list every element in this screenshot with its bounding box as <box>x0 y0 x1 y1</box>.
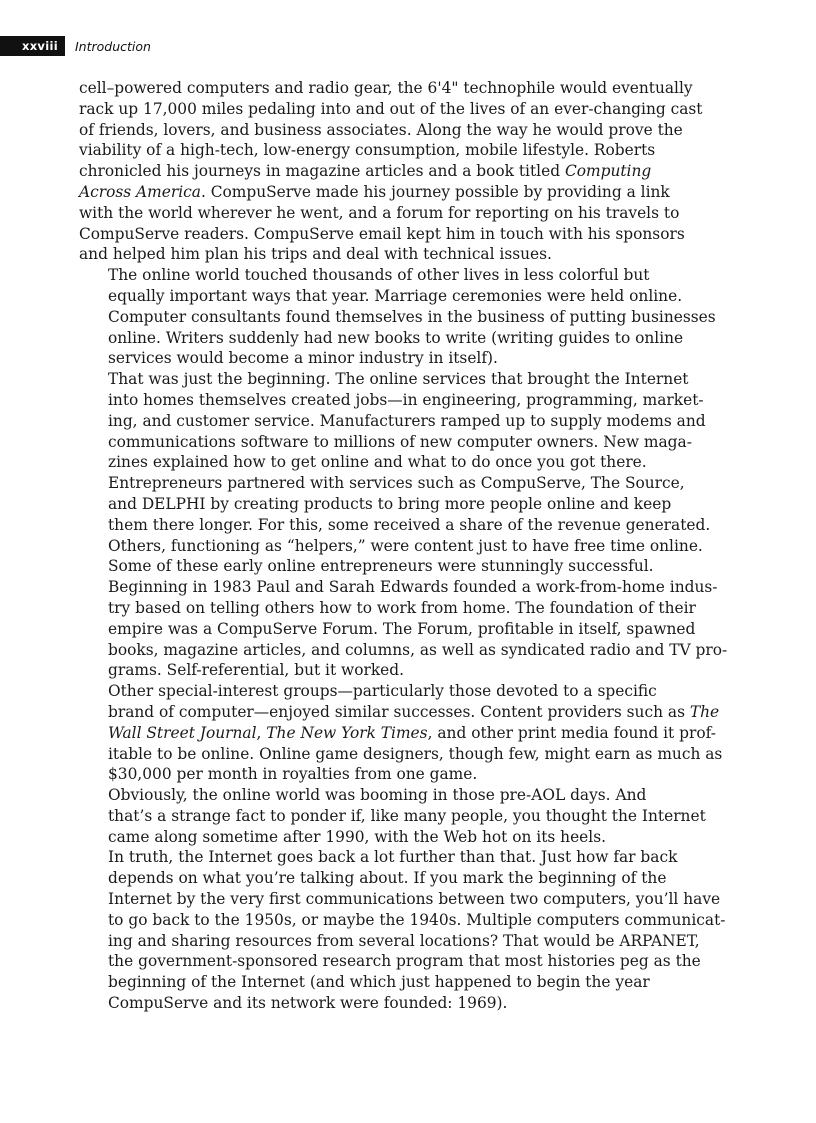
text-segment: zines explained how to get online and what to do once you got there. <box>108 453 647 472</box>
text-segment: , <box>256 723 267 742</box>
text-segment: came along sometime after 1990, with the Web hot on its heels. <box>108 827 607 846</box>
text-line <box>79 660 696 681</box>
italic-title: Across America <box>79 182 201 201</box>
text-segment: the government-sponsored research program that most histories peg as the <box>108 952 701 971</box>
text-line <box>79 244 696 265</box>
text-segment: itable to be online. Online game designers, though few, might earn as much as <box>108 744 723 763</box>
text-line <box>79 993 696 1014</box>
text-segment: chronicled his journeys in magazine articles and a book titled <box>79 162 565 181</box>
text-line <box>79 889 721 910</box>
text-line <box>79 515 711 536</box>
text-line <box>79 847 696 868</box>
text-segment: Entrepreneurs partnered with services such as CompuServe, The Source, <box>108 474 685 493</box>
text-segment: Others, functioning as “helpers,” were content just to have free time online. <box>108 536 703 555</box>
text-segment: brand of computer—enjoyed similar successes. Content providers such as <box>108 702 690 721</box>
text-segment: beginning of the Internet (and which just happened to begin the year <box>108 973 650 992</box>
text-line <box>79 681 696 702</box>
text-segment: books, magazine articles, and columns, as well as syndicated radio and TV pro- <box>108 640 728 659</box>
text-line <box>79 99 703 120</box>
text-line <box>79 640 728 661</box>
text-segment: Internet by the very first communications between two computers, you’ll have <box>108 890 721 909</box>
text-segment: that’s a strange fact to ponder if, like many people, you thought the Internet <box>108 806 706 825</box>
paragraph <box>79 265 716 369</box>
text-segment: CompuServe and its network were founded: 1969). <box>108 994 508 1013</box>
text-line <box>79 411 706 432</box>
text-line <box>79 806 706 827</box>
text-segment: . CompuServe made his journey possible by providing a link <box>200 182 670 201</box>
text-line <box>79 931 700 952</box>
text-line <box>79 120 696 141</box>
page-number: xxviii <box>0 36 65 56</box>
text-line <box>79 951 701 972</box>
text-segment: cell–powered computers and radio gear, the 6'4" technophile would eventually <box>79 79 693 97</box>
text-segment: Other special-interest groups—particularly those devoted to a specific <box>108 682 657 701</box>
italic-title: Computing <box>564 162 652 181</box>
text-line <box>79 390 704 411</box>
text-segment: Obviously, the online world was booming in those pre-AOL days. And <box>108 786 647 805</box>
text-line <box>79 473 696 494</box>
text-segment: try based on telling others how to work from home. The foundation of their <box>108 598 696 617</box>
text-line <box>79 619 696 640</box>
paragraph <box>79 78 703 265</box>
text-segment: grams. Self-referential, but it worked. <box>108 661 405 680</box>
italic-title: Wall Street Journal <box>108 723 257 742</box>
text-segment: rack up 17,000 miles pedaling into and out of the lives of an ever-changing cast <box>79 99 703 118</box>
text-line <box>79 203 696 224</box>
text-segment: , and other print media found it prof- <box>427 723 716 742</box>
text-line <box>79 702 720 723</box>
text-line <box>79 744 723 765</box>
text-segment: services would become a minor industry in itself). <box>108 349 498 368</box>
text-segment: of friends, lovers, and business associates. Along the way he would prove the <box>79 120 683 139</box>
text-segment: them there longer. For this, some received a share of the revenue generated. <box>108 515 711 534</box>
text-segment: viability of a high-tech, low-energy consumption, mobile lifestyle. Roberts <box>79 141 656 160</box>
text-line <box>79 785 696 806</box>
running-head: Introduction <box>74 38 151 54</box>
text-line <box>79 328 696 349</box>
paragraph <box>79 681 723 785</box>
text-segment: Computer consultants found themselves in the business of putting businesses <box>108 307 716 326</box>
text-segment: equally important ways that year. Marriage ceremonies were held online. <box>108 286 683 305</box>
text-segment: CompuServe readers. CompuServe email kept him in touch with his sponsors <box>79 224 685 243</box>
text-segment: ing, and customer service. Manufacturers ramped up to supply modems and <box>108 411 706 430</box>
text-segment: into homes themselves created jobs—in engineering, programming, market- <box>108 390 704 409</box>
text-line <box>79 265 696 286</box>
paragraph <box>79 785 706 847</box>
text-segment: to go back to the 1950s, or maybe the 1940s. Multiple computers communicat- <box>108 910 726 929</box>
text-line <box>79 910 726 931</box>
text-segment: That was just the beginning. The online services that brought the Internet <box>108 370 689 389</box>
text-segment: ing and sharing resources from several locations? That would be ARPANET, <box>108 931 700 950</box>
text-line <box>79 432 696 453</box>
text-line <box>79 224 696 245</box>
text-line <box>79 598 696 619</box>
text-line <box>79 286 696 307</box>
text-segment: depends on what you’re talking about. If you mark the beginning of the <box>108 869 667 888</box>
text-segment: Some of these early online entrepreneurs were stunningly successful. <box>108 557 654 576</box>
text-line <box>79 140 696 161</box>
text-segment: empire was a CompuServe Forum. The Forum, profitable in itself, spawned <box>108 619 696 638</box>
text-line <box>79 577 718 598</box>
text-segment: Beginning in 1983 Paul and Sarah Edwards founded a work-from-home indus- <box>108 578 718 597</box>
text-line <box>79 348 696 369</box>
text-line <box>79 556 696 577</box>
text-segment: $30,000 per month in royalties from one game. <box>108 765 478 784</box>
italic-title: The <box>689 702 720 721</box>
text-line <box>79 536 703 557</box>
text-segment: In truth, the Internet goes back a lot further than that. Just how far back <box>108 848 678 867</box>
text-line <box>79 369 696 390</box>
text-line <box>79 972 696 993</box>
text-segment: The online world touched thousands of other lives in less colorful but <box>108 266 650 285</box>
paragraph <box>79 556 728 681</box>
text-line <box>79 161 696 182</box>
text-line <box>79 307 716 328</box>
paragraph <box>79 369 706 473</box>
text-line <box>79 723 716 744</box>
italic-title: The New York Times <box>266 723 428 742</box>
text-segment: and helped him plan his trips and deal with technical issues. <box>79 245 552 264</box>
text-segment: communications software to millions of new computer owners. New maga- <box>108 432 692 451</box>
text-line <box>79 827 696 848</box>
text-line <box>79 764 696 785</box>
text-line <box>79 868 696 889</box>
page-header <box>0 36 151 56</box>
paragraph <box>79 847 726 1013</box>
text-segment: online. Writers suddenly had new books to write (writing guides to online <box>108 328 684 347</box>
body-text <box>79 78 728 1014</box>
text-line <box>79 182 696 203</box>
paragraph <box>79 473 711 556</box>
text-segment: with the world wherever he went, and a forum for reporting on his travels to <box>79 203 680 222</box>
text-line <box>79 494 696 515</box>
text-segment: and DELPHI by creating products to bring more people online and keep <box>108 494 672 513</box>
text-line <box>79 78 696 99</box>
text-line <box>79 452 696 473</box>
